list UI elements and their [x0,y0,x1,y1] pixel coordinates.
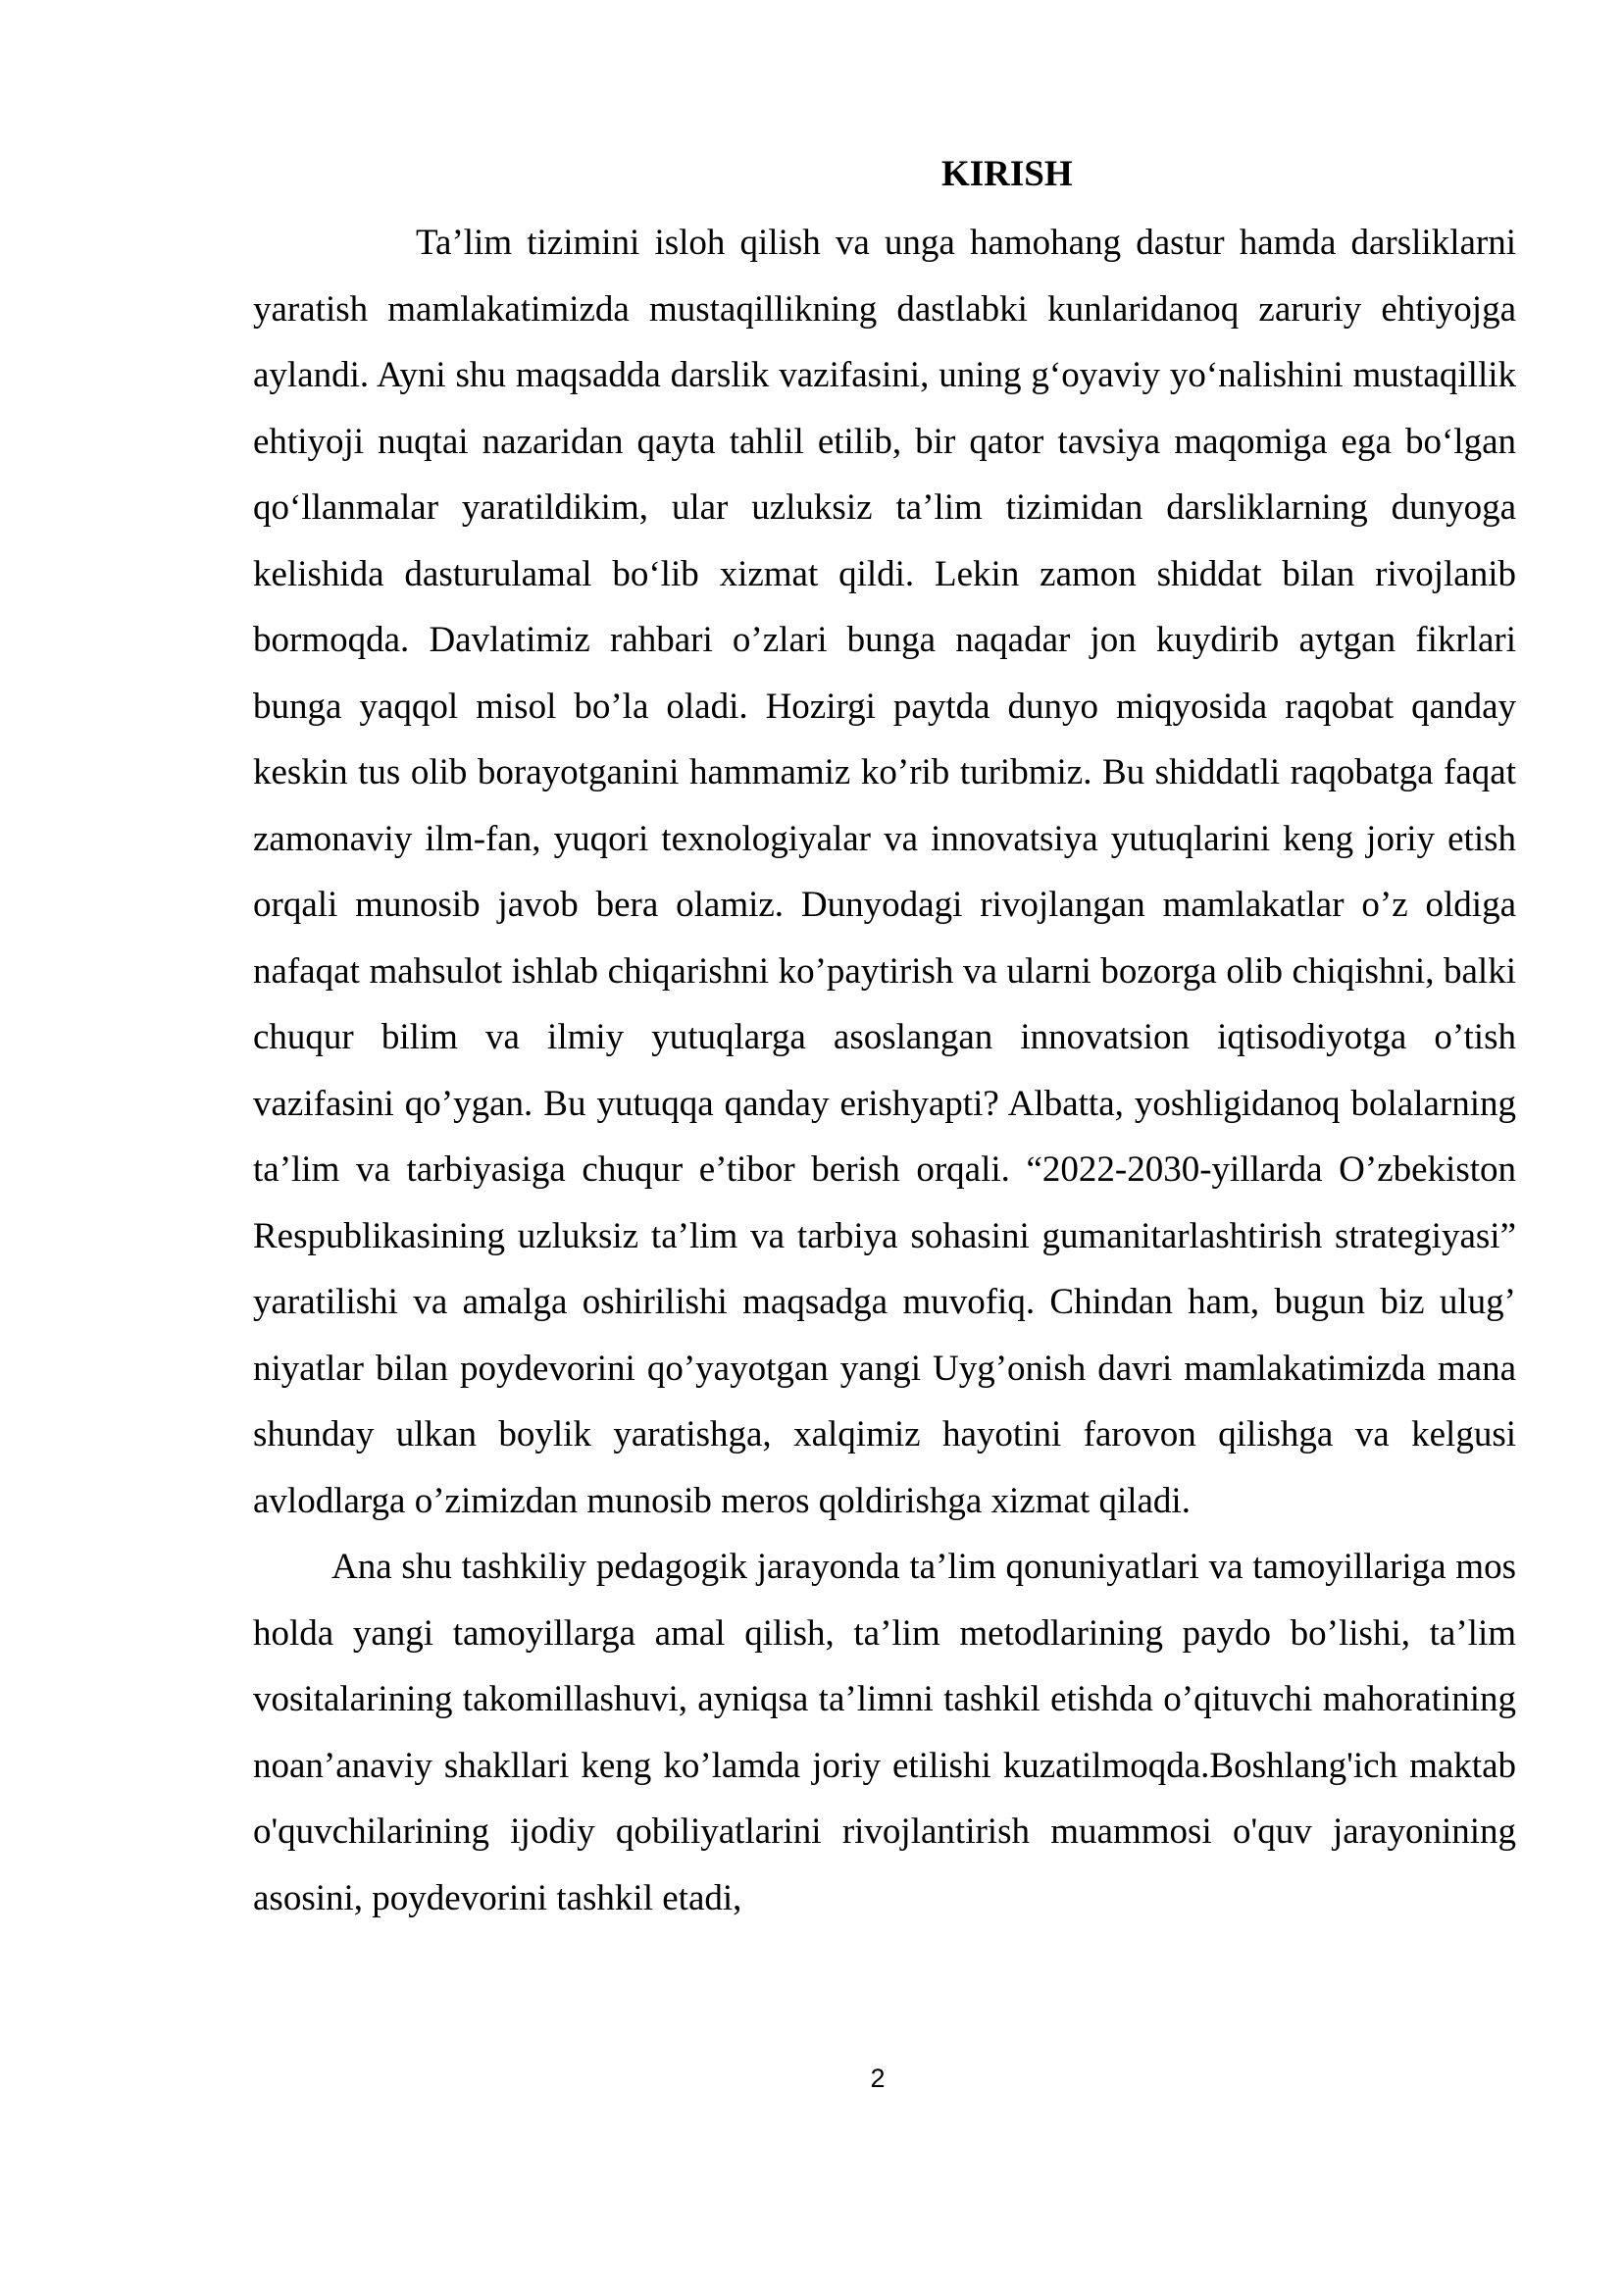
page-number: 2 [870,2064,886,2093]
body-text [253,210,1516,1931]
paragraph-pedagogical-process: Ana shu tashkiliy pedagogik jarayonda ta’lim qonuniyatlari va tamoyillariga mos holda yangi tamoyillarga amal qilish, ta’lim metodlarining paydo bo’lishi, ta’lim vositalarining takomillashuvi, ayniqsa ta’limni tashkil etishda o’qituvchi mahoratining noan’anaviy shakllari keng ko’lamda joriy etilishi kuzatilmoqda.Boshlang'ich maktab o'quvchilarining ijodiy qobiliyatlarini rivojlantirish muammosi o'quv jarayonining asosini, poydevorini tashkil etadi, [253,1547,1516,1918]
paragraph-intro: Ta’lim tizimini isloh qilish va unga hamohang dastur hamda darsliklarni yaratish mamlakatimizda mustaqillikning dastlabki kunlaridanoq zaruriy ehtiyojga aylandi. Ayni shu maqsadda darslik vazifasini, uning g‘oyaviy yo‘nalishini mustaqillik ehtiyoji nuqtai nazaridan qayta tahlil etilib, bir qator tavsiya maqomiga ega bo‘lgan qo‘llanmalar yaratildikim, ular uzluksiz ta’lim tizimidan darsliklarning dunyoga kelishida dasturulamal bo‘lib xizmat qildi. Lekin zamon shiddat bilan rivojlanib bormoqda. Davlatimiz rahbari o’zlari bunga naqadar jon kuydirib aytgan fikrlari bunga yaqqol misol bo’la oladi. Hozirgi paytda dunyo miqyosida raqobat qanday keskin tus olib borayotganini hammamiz ko’rib turibmiz. Bu shiddatli raqobatga faqat zamonaviy ilm-fan, yuqori texnologiyalar va innovatsiya yutuqlarini keng joriy etish orqali munosib javob bera olamiz. Dunyodagi rivojlangan mamlakatlar o’z oldiga nafaqat mahsulot ishlab chiqarishni ko’paytirish va ularni bozorga olib chiqishni, balki chuqur bilim va ilmiy yutuqlarga asoslangan innovatsion iqtisodiyotga o’tish vazifasini qo’ygan. Bu yutuqqa qanday erishyapti? Albatta, yoshligidanoq bolalarning ta’lim va tarbiyasiga chuqur e’tibor berish orqali. “2022-2030-yillarda O’zbekiston Respublikasining uzluksiz ta’lim va tarbiya sohasini gumanitarlashtirish strategiyasi” yaratilishi va amalga oshirilishi maqsadga muvofiq. Chindan ham, bugun biz ulug’ niyatlar bilan poydevorini qo’yayotgan yangi Uyg’onish davri mamlakatimizda mana shunday ulkan boylik yaratishga, xalqimiz hayotini farovon qilishga va kelgusi avlodlarga o’zimizdan munosib meros qoldirishga xizmat qiladi. [253,223,1516,1521]
section-heading: KIRISH [941,154,1073,194]
